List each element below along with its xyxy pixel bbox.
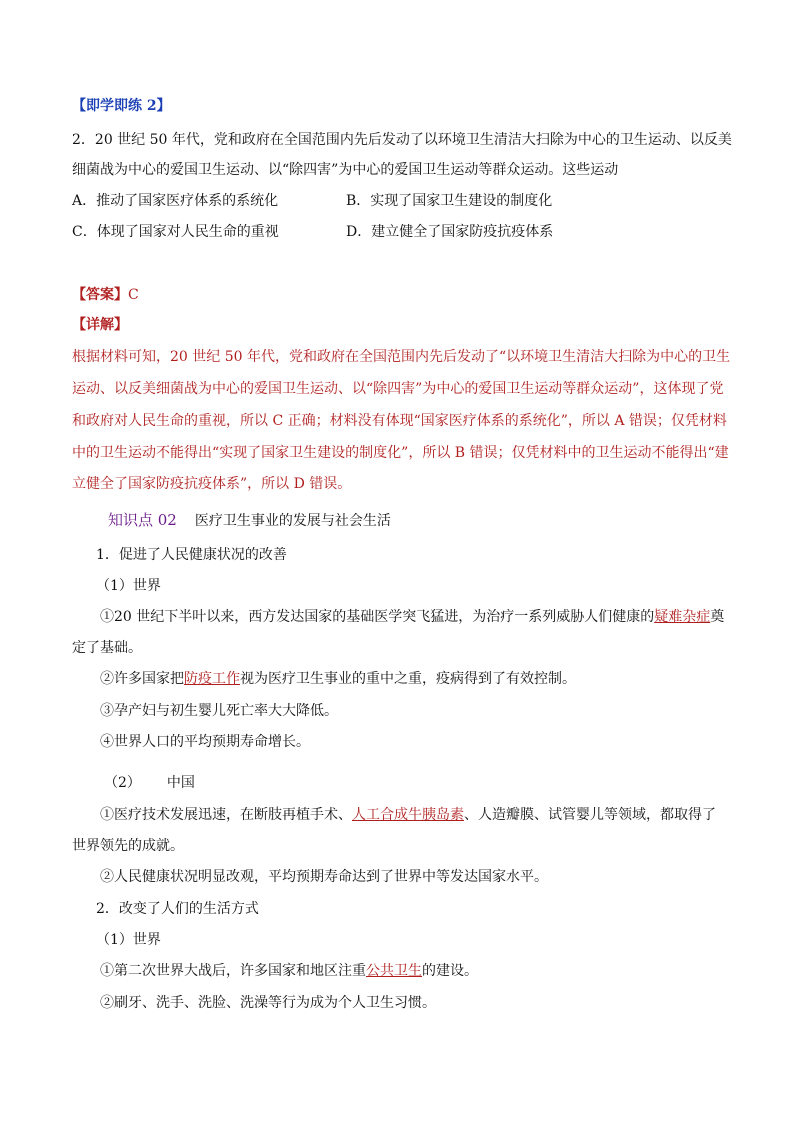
detail-label: 【详解】	[72, 317, 128, 333]
detail-line-3: 和政府对人民生命的重视，所以 C 正确；材料没有体现“国家医疗体系的系统化”，所以 A 错误；仅凭材料	[72, 413, 727, 429]
section-1-sub-world: （1）世界	[96, 578, 161, 594]
detail-line-1: 根据材料可知，20 世纪 50 年代，党和政府在全国范围内先后发动了“以环境卫生清洁大扫除为中心的卫生	[72, 349, 731, 365]
answer-value: C	[128, 287, 139, 303]
exercise-heading: 【即学即练 2】	[72, 98, 171, 114]
detail-line-5: 立健全了国家防疫抗疫体系”，所以 D 错误。	[72, 476, 352, 492]
detail-line-4: 中的卫生运动不能得出“实现了国家卫生建设的制度化”，所以 B 错误；仅凭材料中的卫生运动不能得出“建	[72, 445, 729, 461]
question-line-2: 细菌战为中心的爱国卫生运动、以“除四害”为中心的爱国卫生运动等群众运动。这些运动	[72, 162, 619, 178]
answer-label: 【答案】	[72, 287, 128, 303]
world-item-1-cont: 定了基础。	[72, 640, 142, 656]
section-1-heading: 1．促进了人民健康状况的改善	[96, 547, 287, 563]
world-item-4: ④世界人口的平均预期寿命增长。	[100, 734, 310, 750]
life-item-2: ②刷牙、洗手、洗脸、洗澡等行为成为个人卫生习惯。	[100, 995, 436, 1011]
knowledge-point-title: 医疗卫生事业的发展与社会生活	[194, 513, 391, 529]
term-link-4: 公共卫生	[366, 963, 422, 979]
world-item-1: ①20 世纪下半叶以来，西方发达国家的基础医学突飞猛进，为治疗一系列威胁人们健康的疑难杂症奠	[100, 609, 725, 625]
option-d: D．建立健全了国家防疫抗疫体系	[346, 224, 554, 240]
knowledge-point-number: 知识点 02	[108, 511, 177, 529]
section-2-heading: 2．改变了人们的生活方式	[96, 901, 259, 917]
world-item-2: ②许多国家把防疫工作视为医疗卫生事业的重中之重，疫病得到了有效控制。	[100, 671, 576, 687]
china-item-2: ②人民健康状况明显改观，平均预期寿命达到了世界中等发达国家水平。	[100, 869, 548, 885]
question-line-1: 2．20 世纪 50 年代，党和政府在全国范围内先后发动了以环境卫生清洁大扫除为中心的卫生运动、以反美	[72, 132, 732, 148]
section-2-sub-world: （1）世界	[96, 932, 161, 948]
detail-line-2: 运动、以反美细菌战为中心的爱国卫生运动、以“除四害”为中心的爱国卫生运动等群众运动”，这体现了党	[72, 381, 724, 397]
china-item-1-cont: 世界领先的成就。	[72, 838, 184, 854]
term-link-1: 疑难杂症	[654, 609, 711, 625]
term-link-3: 人工合成牛胰岛素	[352, 807, 464, 823]
knowledge-point-heading	[108, 510, 391, 531]
section-1-sub-china: （2） 中国	[104, 775, 195, 791]
world-item-3: ③孕产妇与初生婴儿死亡率大大降低。	[100, 703, 338, 719]
option-a: A．推动了国家医疗体系的系统化	[72, 193, 279, 209]
option-c: C．体现了国家对人民生命的重视	[72, 224, 279, 240]
option-b: B．实现了国家卫生建设的制度化	[346, 193, 553, 209]
life-item-1: ①第二次世界大战后，许多国家和地区注重公共卫生的建设。	[100, 963, 478, 979]
answer-row	[72, 285, 139, 305]
term-link-2: 防疫工作	[184, 671, 240, 687]
china-item-1: ①医疗技术发展迅速，在断肢再植手术、人工合成牛胰岛素、人造瓣膜、试管婴儿等领域，都取得了	[100, 807, 716, 823]
